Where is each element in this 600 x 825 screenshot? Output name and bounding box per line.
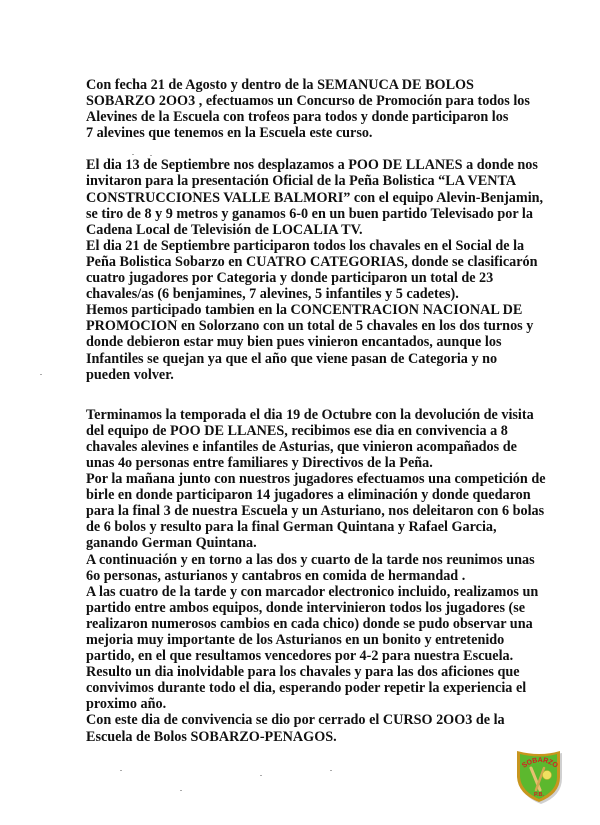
- paragraph-septiembre: [86, 157, 596, 382]
- scan-speck: [180, 790, 182, 791]
- document-body: [86, 77, 596, 745]
- scan-speck: [260, 775, 262, 776]
- text-line: SOBARZO 2OO3 , efectuamos un Concurso de Promoción para todos los: [86, 93, 530, 110]
- text-line: Hemos participado tambien en la CONCENTRACION NACIONAL DE: [86, 302, 523, 319]
- text-line: unas 4o personas entre familiares y Directivos de la Peña.: [86, 454, 433, 471]
- text-line: PROMOCION en Solorzano con un total de 5 chavales en los dos turnos y: [86, 318, 534, 335]
- text-line: A continuación y en torno a las dos y cuarto de la tarde nos reunimos unas: [86, 551, 535, 568]
- scan-speck: [40, 374, 42, 375]
- logo-bottom-text: P.B.: [534, 792, 544, 798]
- text-line: realizaron numerosos cambios en cada chico) donde se pudo observar una: [86, 615, 533, 632]
- scan-speck: [330, 770, 332, 771]
- text-line: donde debieron estar muy bien pues vinieron encantados, aunque los: [86, 334, 502, 351]
- text-line: Por la mañana junto con nuestros jugadores efectuamos una competición de: [86, 471, 546, 488]
- text-line: chavales alevines e infantiles de Asturias, que vinieron acompañados de: [86, 438, 517, 455]
- text-line: Cadena Local de Televisión de LOCALIA TV.: [86, 221, 363, 238]
- sobarzo-club-logo: [514, 748, 566, 806]
- text-line: Terminamos la temporada el dia 19 de Octubre con la devolución de visita: [86, 406, 534, 423]
- paragraph-gap: [86, 383, 596, 407]
- text-line: proximo año.: [86, 696, 167, 713]
- text-line: pueden volver.: [86, 366, 174, 383]
- text-line: CONSTRUCCIONES VALLE BALMORI” con el equipo Alevin-Benjamin,: [86, 189, 544, 206]
- text-line: El dia 13 de Septiembre nos desplazamos a POO DE LLANES a donde nos: [86, 157, 538, 174]
- scan-speck: [120, 770, 122, 771]
- text-line: de 6 bolos y resulto para la final German Quintana y Rafael Garcia,: [86, 519, 497, 536]
- text-line: invitaron para la presentación Oficial de la Peña Bolistica “LA VENTA: [86, 173, 517, 190]
- text-line: Resulto un dia inolvidable para los chavales y para las dos aficiones que: [86, 664, 520, 681]
- paragraph-gap: [86, 141, 596, 157]
- paragraph-promocion: [86, 77, 596, 141]
- text-line: El dia 21 de Septiembre participaron todos los chavales en el Social de la: [86, 237, 525, 254]
- text-line: cuatro jugadores por Categoria y donde participaron un total de 23: [86, 270, 494, 287]
- scan-speck: [132, 154, 134, 155]
- text-line: Peña Bolistica Sobarzo en CUATRO CATEGORIAS, donde se clasificarón: [86, 253, 538, 270]
- text-line: se tiro de 8 y 9 metros y ganamos 6-0 en un buen partido Televisado por la: [86, 205, 533, 222]
- text-line: Con fecha 21 de Agosto y dentro de la SEMANUCA DE BOLOS: [86, 77, 474, 93]
- text-line: convivimos durante todo el dia, esperando poder repetir la experiencia el: [86, 680, 527, 697]
- text-line: 6o personas, asturianos y cantabros en comida de hermandad .: [86, 567, 466, 584]
- scan-speck: [150, 155, 152, 156]
- paragraph-octubre: [86, 407, 596, 745]
- text-line: partido, en el que resultamos vencedores por 4-2 para nuestra Escuela.: [86, 648, 514, 665]
- text-line: A las cuatro de la tarde y con marcador electronico incluido, realizamos un: [86, 583, 539, 600]
- logo-top-text: SOBARZO: [521, 756, 559, 770]
- text-line: del equipo de POO DE LLANES, recibimos ese dia en convivencia a 8: [86, 422, 508, 439]
- text-line: mejoria muy importante de los Asturianos en un bonito y entretenido: [86, 632, 505, 648]
- text-line: 7 alevines que tenemos en la Escuela este curso.: [86, 125, 373, 142]
- ball-icon: [543, 771, 552, 780]
- text-line: ganando German Quintana.: [86, 535, 257, 552]
- text-line: birle en donde participaron 14 jugadores a eliminación y donde quedaron: [86, 487, 531, 504]
- text-line: partido entre ambos equipos, donde intervinieron todos los jugadores (se: [86, 599, 526, 616]
- text-line: Infantiles se quejan ya que el año que viene pasan de Categoria y no: [86, 350, 498, 367]
- text-line: Alevines de la Escuela con trofeos para todos y donde participaron los: [86, 109, 509, 126]
- text-line: Escuela de Bolos SOBARZO-PENAGOS.: [86, 728, 337, 745]
- text-line: Con este dia de convivencia se dio por cerrado el CURSO 2OO3 de la: [86, 712, 505, 729]
- text-line: para la final 3 de nuestra Escuela y un Asturiano, nos deleitaron con 6 bolas: [86, 503, 545, 520]
- text-line: chavales/as (6 benjamines, 7 alevines, 5 infantiles y 5 cadetes).: [86, 286, 459, 303]
